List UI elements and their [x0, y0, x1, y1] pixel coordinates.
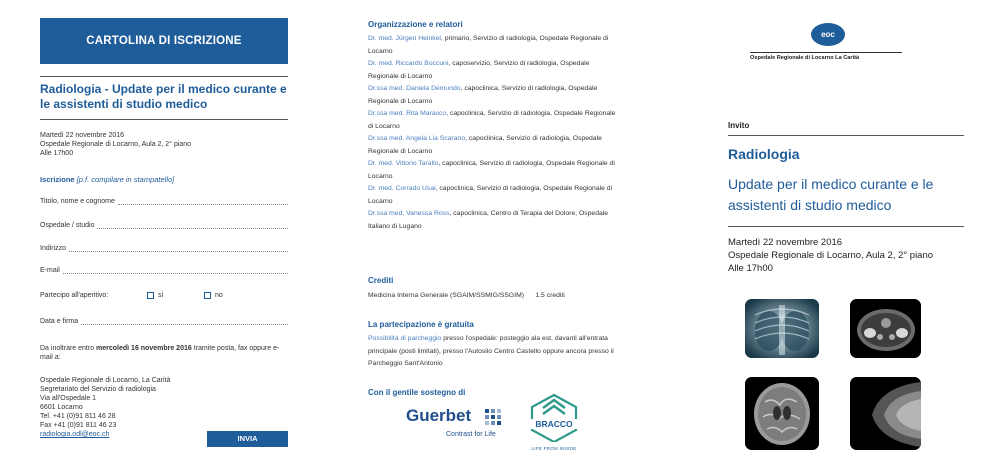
card-date: Martedì 22 novembre 2016: [40, 132, 125, 139]
inoltro-deadline: mercoledì 16 novembre 2016: [96, 345, 192, 352]
aperitivo-row: [40, 291, 288, 300]
cover-subtitle: Update per il medico curante e le assistenti di studio medico: [728, 176, 934, 213]
aperitivo-label: Partecipo all'aperitivo:: [40, 292, 109, 299]
relatore-name: Dr.ssa med. Daniela Demundo: [368, 85, 461, 92]
relatore-role: , caposervizio, Servizio di radiologia, Ospedale Regionale di Locarno: [368, 60, 590, 80]
card-time: Alle 17h00: [40, 150, 74, 157]
crediti-heading: Crediti: [368, 276, 394, 285]
field-date-signature[interactable]: [40, 318, 288, 325]
option-label: no: [215, 292, 223, 299]
relatore: [368, 133, 620, 158]
cover-date: Martedì 22 novembre 2016: [728, 237, 843, 248]
card-event-info: [40, 131, 191, 158]
relatore: [368, 108, 620, 133]
relatore-name: Dr.ssa med. Rita Marasco: [368, 110, 447, 117]
relatore: [368, 208, 620, 233]
aperitivo-no-option[interactable]: [204, 291, 223, 300]
bracco-hexagon-icon: [526, 392, 582, 442]
field-label: Indirizzo: [40, 245, 67, 252]
mammography-image: [850, 377, 921, 450]
field-label: E-mail: [40, 267, 60, 274]
relatore: [368, 158, 620, 183]
divider: [728, 226, 964, 227]
field-line[interactable]: [69, 245, 288, 252]
cover-panel: [728, 0, 964, 471]
guerbet-wordmark: Guerbet: [406, 406, 472, 425]
field-label: Ospedale / studio: [40, 222, 95, 229]
checkbox-no[interactable]: [204, 292, 211, 299]
chest-xray-image: [745, 299, 819, 358]
relatore: [368, 33, 620, 58]
relatore-name: Dr.ssa med. Vanessa Ross: [368, 210, 450, 217]
iscrizione-note: [p.f. compilare in stampatello]: [76, 175, 175, 184]
field-line[interactable]: [81, 318, 288, 325]
field-line[interactable]: [63, 267, 288, 274]
card-venue: Ospedale Regionale di Locarno, Aula 2, 2° piano: [40, 141, 192, 148]
relatore-name: Dr. med. Vittorio Tarallo: [368, 160, 439, 167]
relatore-role: , capoclinica, Servizio di radiologia, Ospedale Regionale di Locarno: [368, 135, 602, 155]
relatori-list: [368, 33, 620, 233]
gratuita-heading: La partecipazione è gratuita: [368, 320, 474, 329]
address-line: Ospedale Regionale di Locarno, La Carità: [40, 377, 171, 384]
relatore-name: Dr. med. Jürgen Heinkel: [368, 35, 441, 42]
address-line: Segretariato del Servizio di radiologia: [40, 386, 156, 393]
bracco-logo: [526, 392, 582, 454]
invito-label: Invito: [728, 121, 750, 130]
field-label: Data e firma: [40, 318, 79, 325]
bracco-tagline: LIFE FROM INSIDE: [531, 446, 577, 451]
org-heading: Organizzazione e relatori: [368, 20, 463, 29]
brain-mri-image: [745, 377, 819, 450]
field-label: Titolo, nome e cognome: [40, 198, 115, 205]
relatore-role: , capoclinica, Servizio di radiologia, Ospedale Regionale di Locarno: [368, 85, 598, 105]
relatore-role: , capoclinica, Centro di Terapia del Dolore, Ospedale Italiano di Lugano: [368, 210, 609, 230]
address-line: Via all'Ospedale 1: [40, 395, 97, 402]
iscrizione-heading: [40, 175, 174, 184]
parcheggio-text: [368, 333, 620, 371]
field-address[interactable]: [40, 245, 288, 252]
option-label: sì: [158, 292, 164, 299]
cover-title: Radiologia: [728, 146, 800, 162]
registration-card: [40, 0, 288, 471]
crediti-text: Medicina Interna Generale (SGAIM/SSMIG/SSGIM) 1.5 crediti: [368, 292, 565, 299]
postal-address: [40, 376, 170, 439]
cover-venue: Ospedale Regionale di Locarno, Aula 2, 2° piano: [728, 250, 934, 261]
eoc-logo: eoc: [811, 23, 845, 46]
field-line[interactable]: [118, 198, 288, 205]
relatore-name: Dr.ssa med. Angela Lia Scarano: [368, 135, 466, 142]
relatore-role: , capoclinica, Servizio di radiologia, Ospedale Regionale di Locarno: [368, 185, 613, 205]
iscrizione-label: Iscrizione: [40, 175, 75, 184]
invia-button[interactable]: INVIA: [207, 431, 288, 447]
cover-time: Alle 17h00: [728, 263, 773, 274]
field-name[interactable]: [40, 198, 288, 205]
logo-underline: [750, 52, 902, 53]
guerbet-tagline: Contrast for Life: [446, 431, 496, 438]
aperitivo-yes-option[interactable]: [147, 291, 163, 300]
relatore-role: , capoclinica, Servizio di radiologia, Ospedale Regionale di Locarno: [368, 160, 615, 180]
field-hospital[interactable]: [40, 222, 288, 229]
parcheggio-link[interactable]: Possibilità di parcheggio: [368, 335, 442, 342]
guerbet-grid-icon: [485, 409, 501, 425]
relatore-role: , capoclinica, Servizio di radiologia, Ospedale Regionale di Locarno: [368, 110, 616, 130]
address-line: 6601 Locarno: [40, 404, 83, 411]
hospital-name: Ospedale Regionale di Locarno La Carità: [750, 55, 860, 61]
relatore: [368, 183, 620, 208]
relatore-name: Dr. med. Riccardo Boccuni: [368, 60, 449, 67]
parcheggio-detail: presso l'ospedale: posteggio ala est, davanti all'entrata principale (posti limitati), presso l'Autosilo Centro Castello oppure ancora presso il Parcheggio Sant'Antonio: [368, 335, 614, 367]
pelvis-ct-image: [850, 299, 921, 358]
divider: [728, 135, 964, 136]
card-title: Radiologia - Update per il medico curante e le assistenti di studio medico: [40, 82, 287, 111]
email-link[interactable]: radiologia.odl@eoc.ch: [40, 431, 110, 438]
info-panel: [368, 0, 620, 471]
relatore-name: Dr. med. Corrado Usai: [368, 185, 436, 192]
inoltro-text: [40, 344, 290, 362]
inoltro-pre: Da inoltrare entro: [40, 345, 97, 352]
cover-event-info: [728, 236, 933, 275]
fax: Fax +41 (0)91 811 46 23: [40, 422, 117, 429]
card-banner: CARTOLINA DI ISCRIZIONE: [40, 18, 288, 64]
field-email[interactable]: [40, 267, 288, 274]
relatore: [368, 83, 620, 108]
divider: [40, 76, 288, 77]
divider: [40, 119, 288, 120]
phone: Tel. +41 (0)91 811 46 28: [40, 413, 116, 420]
relatore: [368, 58, 620, 83]
relatore-role: , primario, Servizio di radiologia, Ospedale Regionale di Locarno: [368, 35, 609, 55]
guerbet-logo: [406, 406, 516, 446]
inoltro-post: tramite posta, fax oppure e-mail a:: [40, 345, 280, 361]
sostegno-heading: Con il gentile sostegno di: [368, 388, 466, 397]
bracco-wordmark: BRACCO: [526, 419, 582, 429]
checkbox-yes[interactable]: [147, 292, 154, 299]
field-line[interactable]: [97, 222, 288, 229]
